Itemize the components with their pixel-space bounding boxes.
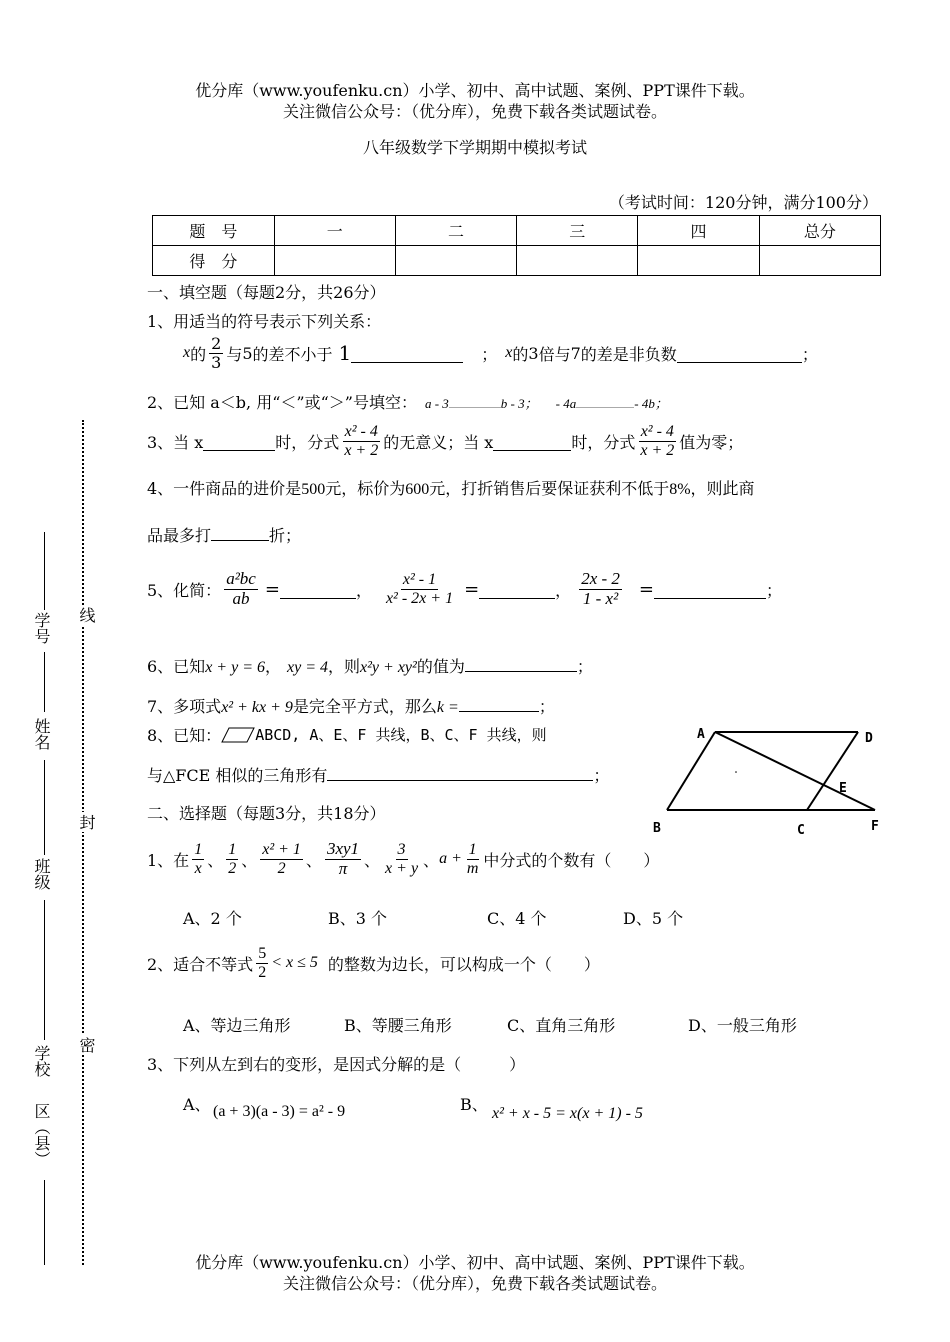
label-F: F <box>871 819 879 834</box>
exam-title: 八年级数学下学期期中模拟考试 <box>362 138 587 157</box>
expr: - 4a <box>555 396 577 411</box>
text: ，则此商 <box>690 479 755 498</box>
q2-2-option-a[interactable]: A、等边三角形 <box>183 1016 291 1035</box>
fraction <box>465 841 481 877</box>
answer-blank[interactable] <box>280 580 356 599</box>
text: 倍与 <box>538 344 571 364</box>
table-cell: 总分 <box>759 216 880 246</box>
text: 的无意义；当 x <box>383 432 494 452</box>
q1-2-text: 2、已知 a＜b, 用“＜”或“＞”号填空： <box>147 393 417 412</box>
label-A: A <box>697 727 705 742</box>
answer-blank[interactable] <box>677 344 802 363</box>
seal-label-feng: 封 <box>77 814 96 830</box>
q1-1-line <box>183 335 818 371</box>
text: 与△FCE 相似的三角形有 <box>147 766 328 785</box>
header-line-1: 优分库（www.youfenku.cn）小学、初中、高中试题、案例、PPT课件下载。 <box>195 81 755 100</box>
denominator: x² - 2x + 1 <box>385 589 454 607</box>
q2-3-option-a-expr: (a + 3)(a - 3) = a² - 9 <box>213 1103 346 1120</box>
end-mark: ； <box>801 344 818 364</box>
expr: < x ≤ 5 <box>271 954 318 972</box>
footer-line-1: 优分库（www.youfenku.cn）小学、初中、高中试题、案例、PPT课件下载。 <box>195 1253 755 1272</box>
table-cell[interactable] <box>274 246 395 276</box>
section1-heading: 一、填空题（每题2分，共26分） <box>147 283 386 302</box>
number: 8% <box>669 481 691 498</box>
numerator: 5 <box>258 945 267 962</box>
equals: = <box>464 578 480 600</box>
text: 与 <box>226 344 243 364</box>
text: 的 <box>190 344 207 364</box>
fraction <box>224 570 258 608</box>
numerator: 2 <box>211 334 222 353</box>
numerator: 1 <box>228 841 237 859</box>
text: 时，分式 <box>275 432 340 452</box>
fraction <box>226 841 238 877</box>
denominator: x + 2 <box>640 441 675 459</box>
expr: b - 3； <box>500 396 538 411</box>
expr: a + <box>439 850 462 868</box>
parallelogram-icon <box>221 727 255 743</box>
numerator: 1 <box>468 841 477 859</box>
answer-blank[interactable] <box>493 432 571 451</box>
label-C: C <box>797 823 805 838</box>
seal-label-xian: 线 <box>77 607 96 623</box>
separator: ； <box>481 344 498 364</box>
number: 7 <box>570 343 581 363</box>
fraction <box>579 570 622 608</box>
answer-blank[interactable] <box>449 393 501 408</box>
numerator: x² - 1 <box>402 571 437 589</box>
text: 3、当 x <box>147 432 204 452</box>
comma: ， <box>355 580 372 600</box>
end-mark: ； <box>766 580 783 600</box>
label-E: E <box>839 781 847 796</box>
text: 的差不小于 <box>252 344 333 364</box>
text: 品最多打 <box>147 526 212 545</box>
denominator: 2 <box>228 859 237 877</box>
text: 7、多项式 <box>147 697 222 716</box>
expr: x² + kx + 9 <box>221 699 293 716</box>
q2-2-line <box>147 945 600 981</box>
parallelogram-figure <box>645 722 890 842</box>
answer-blank[interactable] <box>203 432 275 451</box>
numerator: a²bc <box>226 569 256 588</box>
fraction <box>383 841 420 877</box>
equals: = <box>264 578 280 600</box>
number: 600 <box>405 481 430 498</box>
var-x: x <box>183 344 191 362</box>
text: 折； <box>269 526 302 545</box>
q1-8-line1 <box>147 723 547 746</box>
fraction <box>192 841 204 877</box>
number: 3 <box>528 343 539 363</box>
fraction <box>384 571 455 607</box>
side-label-xingming: 姓名 <box>32 718 51 750</box>
comma: ， <box>555 580 572 600</box>
q1-1-text: 1、用适当的符号表示下列关系： <box>147 312 382 331</box>
footer-line-2: 关注微信公众号：（优分库），免费下载各类试题试卷。 <box>282 1274 667 1293</box>
numerator: x² - 4 <box>344 423 378 440</box>
header-line-2: 关注微信公众号：（优分库），免费下载各类试题试卷。 <box>282 102 667 121</box>
denominator: 2 <box>258 963 267 981</box>
q2-1-option-b[interactable]: B、3 个 <box>328 909 388 928</box>
q2-2-option-d[interactable]: D、一般三角形 <box>688 1016 797 1035</box>
text: 4、一件商品的进价是 <box>147 479 302 498</box>
separator: 、 <box>364 850 381 870</box>
q2-1-line <box>147 840 659 878</box>
text: 元，标价为 <box>325 479 406 498</box>
side-label-xuehao: 学号 <box>32 612 51 644</box>
q1-4-line2 <box>147 522 301 546</box>
fraction <box>342 423 380 459</box>
q1-4-line1 <box>147 476 755 499</box>
segment-AB <box>667 732 715 810</box>
denominator: ab <box>232 588 250 608</box>
expr: k = <box>436 699 459 716</box>
text: ，则 <box>328 657 361 676</box>
separator: 、 <box>423 850 440 870</box>
number: 500 <box>301 481 326 498</box>
q1-2-line <box>147 390 668 413</box>
expr: - 4b； <box>634 396 668 411</box>
q2-1-option-c[interactable]: C、4 个 <box>487 909 547 928</box>
answer-blank[interactable] <box>654 580 766 599</box>
numerator: 3xy1 <box>326 839 360 858</box>
end-mark: ； <box>593 766 610 785</box>
answer-blank[interactable] <box>465 653 577 672</box>
label-B: B <box>653 821 661 836</box>
number: 1 <box>338 341 352 366</box>
q2-2-option-b[interactable]: B、等腰三角形 <box>344 1016 452 1035</box>
score-table-row-score <box>153 246 881 276</box>
side-label-banji: 班级 <box>32 858 51 890</box>
text: 时，分式 <box>571 432 636 452</box>
answer-blank[interactable] <box>576 393 634 408</box>
expr: a - 3 <box>424 396 449 411</box>
text: 2、适合不等式 <box>147 954 254 974</box>
side-label-xuexiao: 学校 <box>32 1045 51 1077</box>
denominator: 3 <box>211 352 222 372</box>
separator: 、 <box>241 850 258 870</box>
q2-3-text: 3、下列从左到右的变形，是因式分解的是（ ） <box>147 1055 526 1074</box>
text: 6、已知 <box>147 657 206 676</box>
text: 是完全平方式，那么 <box>292 697 437 716</box>
table-cell[interactable] <box>517 246 638 276</box>
text: 5、化简： <box>147 580 222 600</box>
denominator: x + y <box>385 859 419 877</box>
answer-blank[interactable] <box>479 580 555 599</box>
text: ， <box>264 657 281 676</box>
expr: x²y + xy² <box>360 659 417 676</box>
q1-5-line <box>147 570 782 608</box>
answer-blank[interactable] <box>211 522 269 541</box>
text: 的整数为边长，可以构成一个（ ） <box>327 954 600 974</box>
side-line <box>44 532 45 610</box>
separator: 、 <box>207 850 224 870</box>
denominator: 1 - x² <box>582 588 619 608</box>
equals: = <box>638 578 654 600</box>
section2-heading: 二、选择题（每题3分，共18分） <box>147 804 386 823</box>
label-D: D <box>865 731 873 746</box>
number: 5 <box>242 343 253 363</box>
q1-3-line <box>147 423 743 459</box>
q1-7-line <box>147 693 555 717</box>
fraction <box>256 945 268 981</box>
numerator: 2x - 2 <box>581 569 620 588</box>
text: 的值为 <box>416 657 465 676</box>
text: ABCD, A、E、F 共线，B、C、F 共线，则 <box>255 726 547 744</box>
q2-3-option-b-expr: x² + x - 5 = x(x + 1) - 5 <box>492 1105 643 1122</box>
numerator: 3 <box>397 841 406 859</box>
seal-dotted-line <box>82 420 84 1265</box>
score-table <box>152 215 881 276</box>
numerator: x² + 1 <box>262 841 301 859</box>
var-x: x <box>505 344 513 362</box>
table-cell[interactable] <box>395 246 516 276</box>
q2-3-option-a-label[interactable]: A、 <box>183 1095 211 1114</box>
table-cell: 四 <box>638 216 759 246</box>
expr: xy = 4 <box>287 659 328 676</box>
side-line <box>44 760 45 855</box>
q2-1-option-d[interactable]: D、5 个 <box>623 909 684 928</box>
text: 的 <box>512 344 529 364</box>
table-cell: 得 分 <box>153 246 275 276</box>
text: 1、在 <box>147 850 190 870</box>
text: 中分式的个数有（ ） <box>483 850 660 870</box>
denominator: π <box>338 858 348 878</box>
numerator: 1 <box>194 841 203 859</box>
text: 元，打折销售后要保证获利不低于 <box>429 479 670 498</box>
answer-blank[interactable] <box>459 693 539 712</box>
table-cell: 三 <box>517 216 638 246</box>
denominator: 2 <box>277 859 286 877</box>
text: 值为零； <box>679 432 744 452</box>
fraction <box>638 423 676 459</box>
q1-6-line <box>147 653 593 677</box>
text: 8、已知： <box>147 726 222 745</box>
q1-8-line2 <box>147 762 609 786</box>
side-line <box>44 900 45 1040</box>
table-cell[interactable] <box>759 246 880 276</box>
separator: 、 <box>305 850 322 870</box>
q2-1-option-a[interactable]: A、2 个 <box>183 909 242 928</box>
table-cell: 一 <box>274 216 395 246</box>
fraction <box>325 840 361 878</box>
denominator: x + 2 <box>344 441 379 459</box>
table-cell: 题 号 <box>153 216 275 246</box>
side-line <box>44 652 45 712</box>
seal-label-mi: 密 <box>77 1037 96 1053</box>
fraction <box>209 335 223 371</box>
answer-blank[interactable] <box>327 762 593 781</box>
score-table-row-header <box>153 216 881 246</box>
q2-2-option-c[interactable]: C、直角三角形 <box>507 1016 616 1035</box>
center-dot <box>735 771 737 773</box>
denominator: x <box>194 859 202 877</box>
numerator: x² - 4 <box>640 423 674 440</box>
table-cell: 二 <box>395 216 516 246</box>
text: 的差是非负数 <box>580 344 677 364</box>
q2-3-option-b-label[interactable]: B、 <box>460 1095 488 1114</box>
denominator: m <box>466 859 479 877</box>
exam-info: （考试时间：120分钟，满分100分） <box>608 193 878 212</box>
side-label-quxian: 区（县） <box>32 1103 51 1167</box>
end-mark: ； <box>576 657 593 676</box>
fraction <box>260 841 303 877</box>
expr: x + y = 6 <box>205 659 265 676</box>
answer-blank[interactable] <box>351 344 463 363</box>
end-mark: ； <box>538 697 555 716</box>
table-cell[interactable] <box>638 246 759 276</box>
